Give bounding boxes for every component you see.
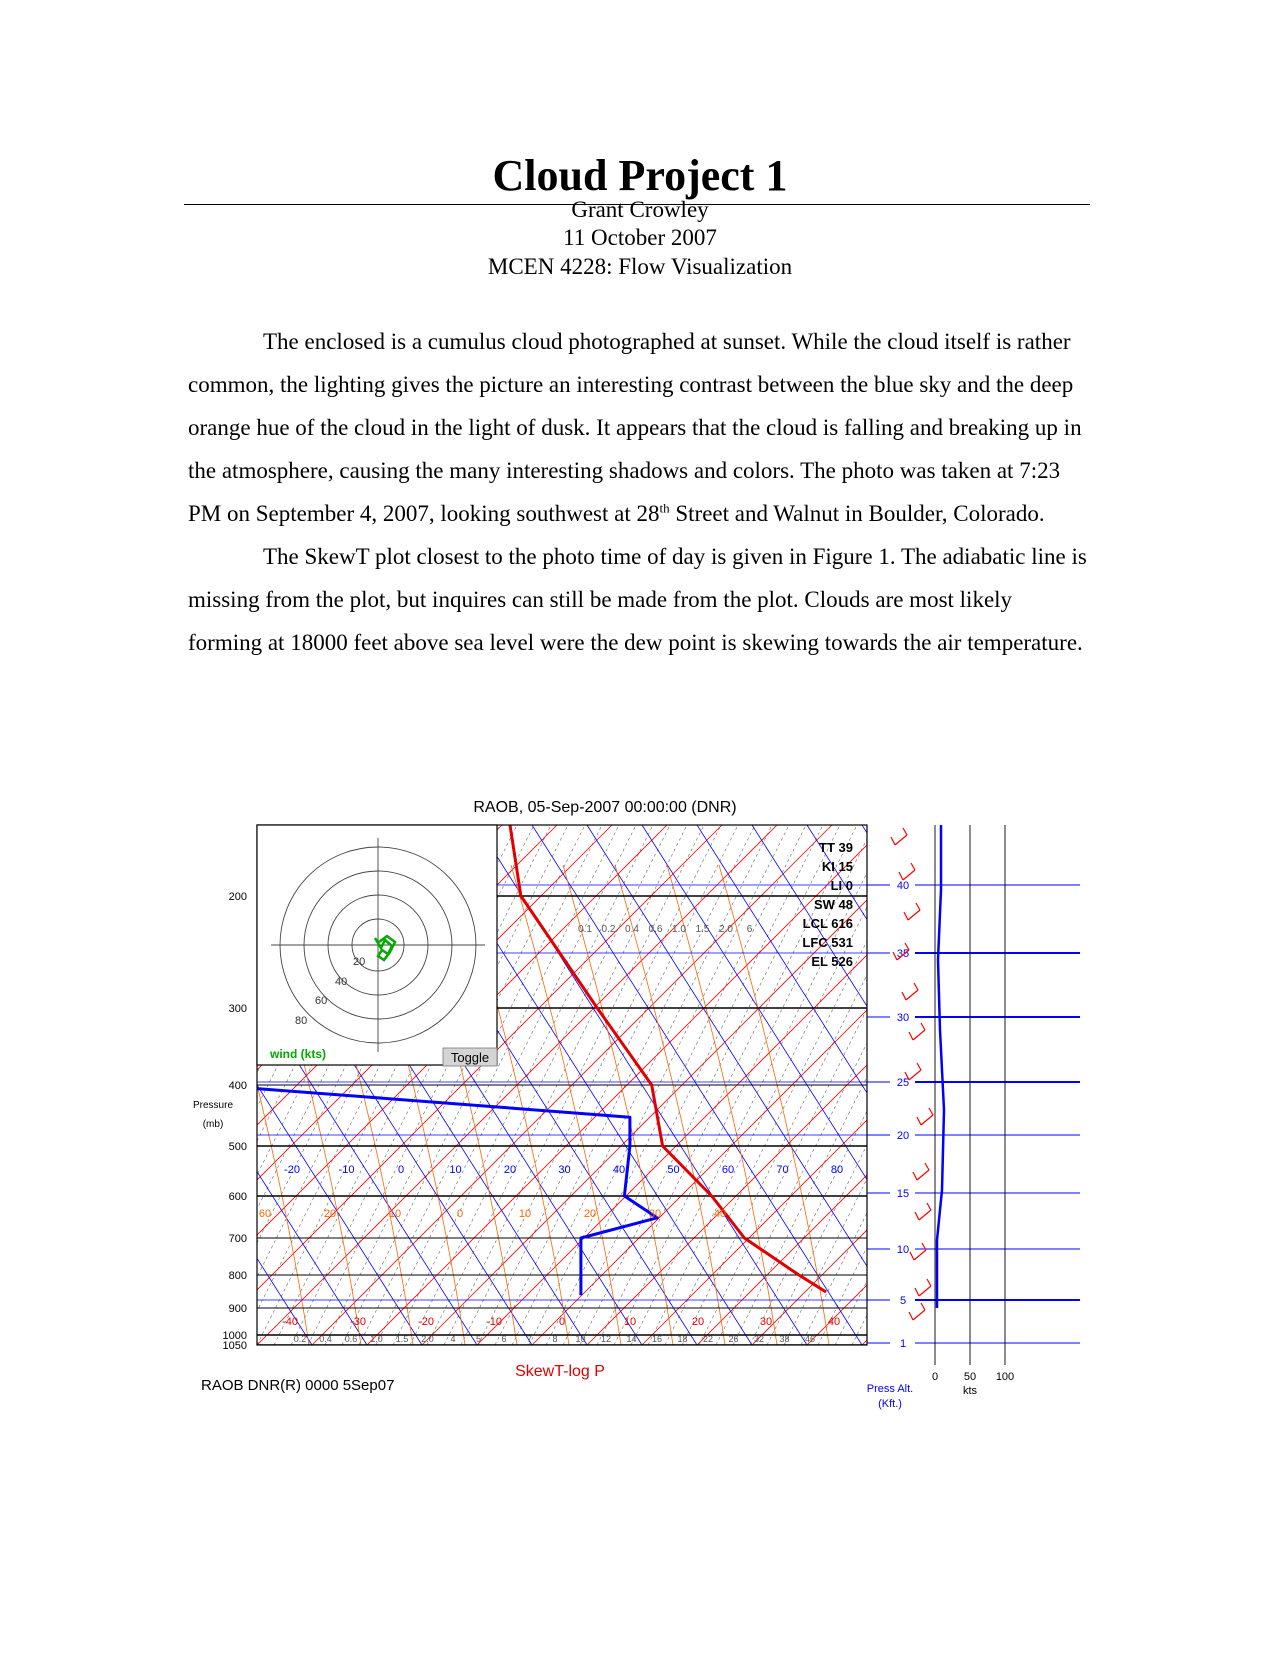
mixing-ratio-line <box>937 825 1085 1345</box>
moist-adiabat-label: 20 <box>583 1208 597 1220</box>
mixing-ratio-label: 1.0 <box>672 924 686 935</box>
temp-label: 0 <box>397 1164 405 1176</box>
mixing-ratio-label: 0.2 <box>601 924 616 935</box>
moist-adiabat-label: 10 <box>518 1208 532 1220</box>
altitude-label: 5 <box>899 1295 907 1307</box>
mixing-ratio-label: 5 <box>475 1334 482 1344</box>
mixing-ratio-label: 1.0 <box>370 1334 383 1344</box>
temp-label: 60 <box>721 1164 735 1176</box>
document-title: Cloud Project 1 <box>492 151 788 200</box>
mixing-ratio-label: 1.5 <box>695 924 710 935</box>
mixing-ratio-label: 6 <box>501 1334 507 1344</box>
mixing-ratio-label: 0.2 <box>293 1334 307 1344</box>
wind-kts-label: wind (kts) <box>270 1047 326 1061</box>
author: Grant Crowley <box>571 197 709 222</box>
pressure-axis-label: Pressure <box>192 1100 234 1111</box>
wind-barb <box>909 1303 925 1320</box>
isotherm-line <box>862 825 1085 1345</box>
altitude-label: 25 <box>896 1077 910 1089</box>
moist-adiabat-label: 10 <box>388 1208 402 1220</box>
hodo-ring-label: 20 <box>353 956 366 968</box>
wind-barb <box>910 1243 926 1260</box>
mixing-ratio-line <box>920 825 1085 1345</box>
mixing-ratio-label: 0.4 <box>319 1334 332 1344</box>
index-label: KI 15 <box>821 859 853 874</box>
wind-barb <box>904 903 920 920</box>
isotherm-line <box>1027 825 1085 1345</box>
isotherm-line <box>1082 825 1085 1345</box>
moist-adiabat-label: 30 <box>648 1208 662 1220</box>
index-label: LI 0 <box>830 878 853 893</box>
wind-barb <box>905 1063 921 1080</box>
mixing-ratio-line <box>835 825 1085 1345</box>
wind-barb <box>913 1163 929 1180</box>
altitude-label: 10 <box>896 1244 910 1256</box>
course: MCEN 4228: Flow Visualization <box>487 254 793 279</box>
wind-speed-units: kts <box>962 1385 978 1397</box>
temp-label: 80 <box>830 1164 844 1176</box>
wind-barb <box>899 863 915 880</box>
mixing-ratio-label: 38 <box>779 1334 790 1344</box>
temp-label: -20 <box>418 1316 434 1328</box>
altitude-wind-panel <box>867 825 1080 1410</box>
mixing-ratio-label: 16 <box>651 1334 663 1344</box>
pressure-label: 500 <box>228 1141 247 1153</box>
altitude-label: 20 <box>896 1130 910 1142</box>
mixing-ratio-label: 10 <box>575 1334 586 1344</box>
hodo-ring-label: 40 <box>335 976 348 988</box>
mixing-ratio-line <box>852 825 1085 1345</box>
toggle-label: Toggle <box>450 1050 490 1065</box>
temp-label: 10 <box>449 1164 462 1176</box>
mixing-ratio-label: 22 <box>702 1334 714 1344</box>
figure-title: RAOB, 05-Sep-2007 00:00:00 (DNR) <box>473 799 737 816</box>
mixing-ratio-label: 7 <box>526 1334 533 1344</box>
pressure-label: 800 <box>228 1270 247 1282</box>
mixing-ratio-label: 4 <box>450 1334 456 1344</box>
pressure-label: 700 <box>228 1233 247 1245</box>
wind-barb <box>891 828 907 845</box>
altitude-axis-units: (Kft.) <box>878 1398 902 1410</box>
temp-label: 70 <box>776 1164 789 1176</box>
index-label: LCL 616 <box>802 916 853 931</box>
mixing-ratio-label: 18 <box>677 1334 688 1344</box>
index-label: LFC 531 <box>802 935 853 950</box>
temp-label: 40 <box>612 1164 626 1176</box>
temp-label: 50 <box>667 1164 680 1176</box>
mixing-ratio-label: 8 <box>552 1334 558 1344</box>
wind-barb <box>917 1108 933 1125</box>
mixing-ratio-line <box>1056 825 1085 1345</box>
mixing-ratio-label: 1.5 <box>395 1334 409 1344</box>
mixing-ratio-line <box>903 825 1085 1345</box>
mixing-ratio-line <box>1005 825 1085 1345</box>
temp-label: -10 <box>338 1164 355 1176</box>
footer-left: RAOB DNR(R) 0000 5Sep07 <box>201 1377 395 1394</box>
wind-barb <box>909 1023 925 1040</box>
altitude-label: 35 <box>896 948 910 960</box>
mixing-ratio-label: 46 <box>804 1334 816 1344</box>
pressure-axis <box>223 891 247 1352</box>
pressure-label: 1000 <box>222 1330 247 1342</box>
body-text <box>188 320 1090 664</box>
wind-speed-tick: 0 <box>931 1371 939 1383</box>
altitude-axis-label: Press Alt. <box>866 1383 914 1395</box>
mixing-ratio-label: 12 <box>600 1334 612 1344</box>
superscript: th <box>659 500 670 516</box>
mixing-ratio-label: 2.0 <box>421 1334 434 1344</box>
index-label: EL 526 <box>811 954 853 969</box>
mixing-ratio-label: 0.4 <box>625 924 639 935</box>
hodograph <box>257 825 497 1066</box>
pressure-label: 900 <box>228 1303 247 1315</box>
temp-label: 10 <box>623 1316 637 1328</box>
altitude-label: 1 <box>899 1338 907 1350</box>
wind-speed-tick: 50 <box>963 1371 977 1383</box>
mixing-ratio-label: 0.6 <box>344 1334 358 1344</box>
moist-adiabat-line <box>667 865 777 1345</box>
moist-adiabat-label: 20 <box>323 1208 337 1220</box>
mixing-ratio-line <box>1073 825 1085 1345</box>
pressure-axis-units: (mb) <box>202 1119 224 1130</box>
temp-label: -40 <box>282 1316 298 1328</box>
index-label: SW 48 <box>813 897 853 912</box>
pressure-label: 200 <box>228 891 247 903</box>
footer-center: SkewT-log P <box>515 1363 605 1380</box>
paragraph: The SkewT plot closest to the photo time of day is given in Figure 1. The adiabatic line is missing from the plot, but inquires can still be made from the plot. Clouds are most likely forming at 18000 feet above sea level were the dew point is skewing towards the air temperature. <box>188 544 1087 655</box>
temp-label: 20 <box>691 1316 705 1328</box>
pressure-label: 600 <box>228 1191 247 1203</box>
mixing-ratio-label: 0.6 <box>648 924 663 935</box>
temp-label: -30 <box>350 1316 366 1328</box>
paragraph <box>188 320 1090 535</box>
wind-barb <box>902 983 918 1000</box>
altitude-label: 40 <box>896 880 910 892</box>
moist-adiabat-line <box>612 865 725 1345</box>
temp-label: 30 <box>759 1316 773 1328</box>
index-label: TT 39 <box>819 840 853 855</box>
moist-adiabat-label: 0 <box>456 1208 464 1220</box>
isotherm-line <box>185 825 227 1345</box>
temp-label: 30 <box>558 1164 571 1176</box>
moist-adiabat-label: 60 <box>258 1208 272 1220</box>
mixing-ratio-label: 2.0 <box>719 924 733 935</box>
altitude-label: 30 <box>896 1012 910 1024</box>
temp-label: -20 <box>284 1164 300 1176</box>
wind-speed-tick: 100 <box>995 1371 1015 1383</box>
mixing-ratio-label: 26 <box>728 1334 739 1344</box>
pressure-label: 1050 <box>222 1340 247 1352</box>
hodo-ring-label: 60 <box>315 995 328 1007</box>
mixing-ratio-line <box>886 825 1085 1345</box>
mixing-ratio-line <box>1022 825 1085 1345</box>
mixing-ratio-line <box>954 825 1085 1345</box>
wind-speed-profile <box>937 825 944 1308</box>
mixing-ratio-label: 6 <box>746 924 753 935</box>
pressure-label: 400 <box>228 1080 247 1092</box>
paragraph-text: The enclosed is a cumulus cloud photographed at sunset. While the cloud itself is rather common, the lighting gives the picture an interesting contrast between the blue sky and the deep orange hue of the cloud in the light of dusk. It appears that the cloud is falling and breaking up in the atmosphere, causing the many interesting shadows and colors. The photo was taken at 7:23 PM on September 4, 2007, looking southwest at 28 <box>188 329 1082 526</box>
temp-label: 40 <box>827 1316 841 1328</box>
wind-barb <box>915 1279 931 1296</box>
dry-adiabat-line <box>1027 825 1085 1345</box>
altitude-label: 15 <box>896 1188 910 1200</box>
temp-label: 20 <box>503 1164 517 1176</box>
wind-barb <box>915 1203 931 1220</box>
mixing-ratio-label: 14 <box>626 1334 637 1344</box>
moist-adiabat-label: 40 <box>713 1208 727 1220</box>
temp-label: 0 <box>558 1316 566 1328</box>
skewt-figure <box>185 790 1085 1435</box>
mixing-ratio-line <box>971 825 1085 1345</box>
dry-adiabat-line <box>1082 825 1085 1345</box>
temperature-profile <box>510 825 826 1292</box>
stability-indices <box>802 840 853 969</box>
date: 11 October 2007 <box>563 225 717 250</box>
mixing-ratio-label: 32 <box>753 1334 765 1344</box>
mixing-ratio-line <box>988 825 1085 1345</box>
mixing-ratio-label: 0.1 <box>578 924 592 935</box>
isotherm-line <box>972 825 1085 1345</box>
dry-adiabat-line <box>862 825 1085 1345</box>
mixing-ratio-line <box>1039 825 1085 1345</box>
temp-label: -10 <box>486 1316 502 1328</box>
pressure-label: 300 <box>228 1003 247 1015</box>
paragraph-text: Street and Walnut in Boulder, Colorado. <box>669 501 1045 526</box>
dry-adiabat-line <box>972 825 1085 1345</box>
hodo-ring-label: 80 <box>295 1015 308 1027</box>
